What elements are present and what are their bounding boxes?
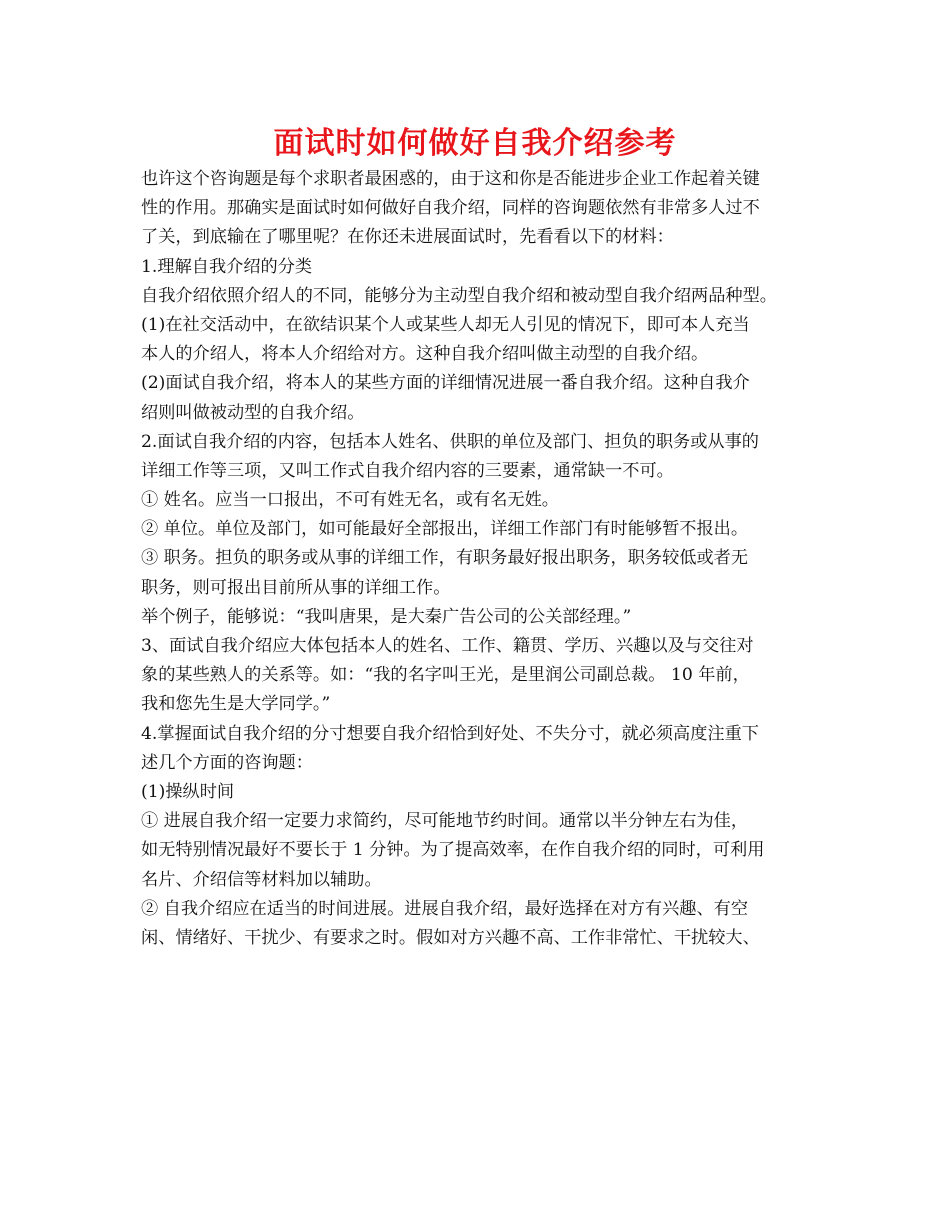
body-line: 3、面试自我介绍应大体包括本人的姓名、工作、籍贯、学历、兴趣以及与交往对 bbox=[141, 636, 754, 656]
body-line: 本人的介绍人，将本人介绍给对方。这种自我介绍叫做主动型的自我介绍。 bbox=[141, 344, 709, 365]
body-line: 职务，则可报出目前所从事的详细工作。 bbox=[141, 577, 451, 598]
section-heading: 1.理解自我介绍的分类 bbox=[141, 256, 313, 277]
section-heading: (1)操纵时间 bbox=[141, 781, 235, 802]
body-line: 详细工作等三项，又叫工作式自我介绍内容的三要素，通常缺一不可。 bbox=[141, 460, 674, 481]
body-line: 2.面试自我介绍的内容，包括本人姓名、供职的单位及部门、担负的职务或从事的 bbox=[141, 431, 759, 452]
list-item: ① 姓名。应当一口报出，不可有姓无名，或有名无姓。 bbox=[141, 490, 559, 511]
body-line: 举个例子，能够说：“我叫唐果，是大秦广告公司的公关部经理。” bbox=[141, 606, 632, 627]
body-line: 自我介绍依照介绍人的不同，能够分为主动型自我介绍和被动型自我介绍两品种型。 bbox=[141, 285, 777, 306]
body-line: 了关，到底输在了哪里呢？在你还未进展面试时，先看看以下的材料： bbox=[141, 227, 674, 248]
document-title: 面试时如何做好自我介绍参考 bbox=[273, 126, 677, 161]
body-line: 也许这个咨询题是每个求职者最困惑的，由于这和你是否能进步企业工作起着关键 bbox=[141, 169, 760, 189]
list-item: ② 单位。单位及部门，如可能最好全部报出，详细工作部门有时能够暂不报出。 bbox=[141, 519, 749, 540]
body-line: 我和您先生是大学同学。” bbox=[141, 694, 331, 715]
list-item: ② 自我介绍应在适当的时间进展。进展自我介绍，最好选择在对方有兴趣、有空 bbox=[141, 898, 749, 919]
body-line: 闲、情绪好、干扰少、有要求之时。假如对方兴趣不高、工作非常忙、干扰较大、 bbox=[141, 927, 760, 948]
list-item: ① 进展自我介绍一定要力求简约，尽可能地节约时间。通常以半分钟左右为佳， bbox=[141, 811, 749, 832]
body-line: 象的某些熟人的关系等。如：“我的名字叫王光，是里润公司副总裁。 10 年前， bbox=[141, 665, 750, 686]
body-line: 述几个方面的咨询题： bbox=[141, 752, 313, 773]
body-line: 名片、介绍信等材料加以辅助。 bbox=[141, 869, 382, 890]
body-line: 绍则叫做被动型的自我介绍。 bbox=[141, 402, 365, 423]
list-item: ③ 职务。担负的职务或从事的详细工作，有职务最好报出职务，职务较低或者无 bbox=[141, 548, 749, 569]
body-line: 4.掌握面试自我介绍的分寸想要自我介绍恰到好处、不失分寸，就必须高度注重下 bbox=[141, 723, 759, 744]
body-line: 性的作用。那确实是面试时如何做好自我介绍，同样的咨询题依然有非常多人过不 bbox=[141, 198, 760, 219]
body-line: (1)在社交活动中，在欲结识某个人或某些人却无人引见的情况下，即可本人充当 bbox=[141, 314, 750, 335]
document-body bbox=[141, 165, 821, 953]
body-line: (2)面试自我介绍，将本人的某些方面的详细情况进展一番自我介绍。这种自我介 bbox=[141, 373, 750, 394]
body-line: 如无特别情况最好不要长于 1 分钟。为了提高效率，在作自我介绍的同时，可利用 bbox=[141, 840, 765, 861]
